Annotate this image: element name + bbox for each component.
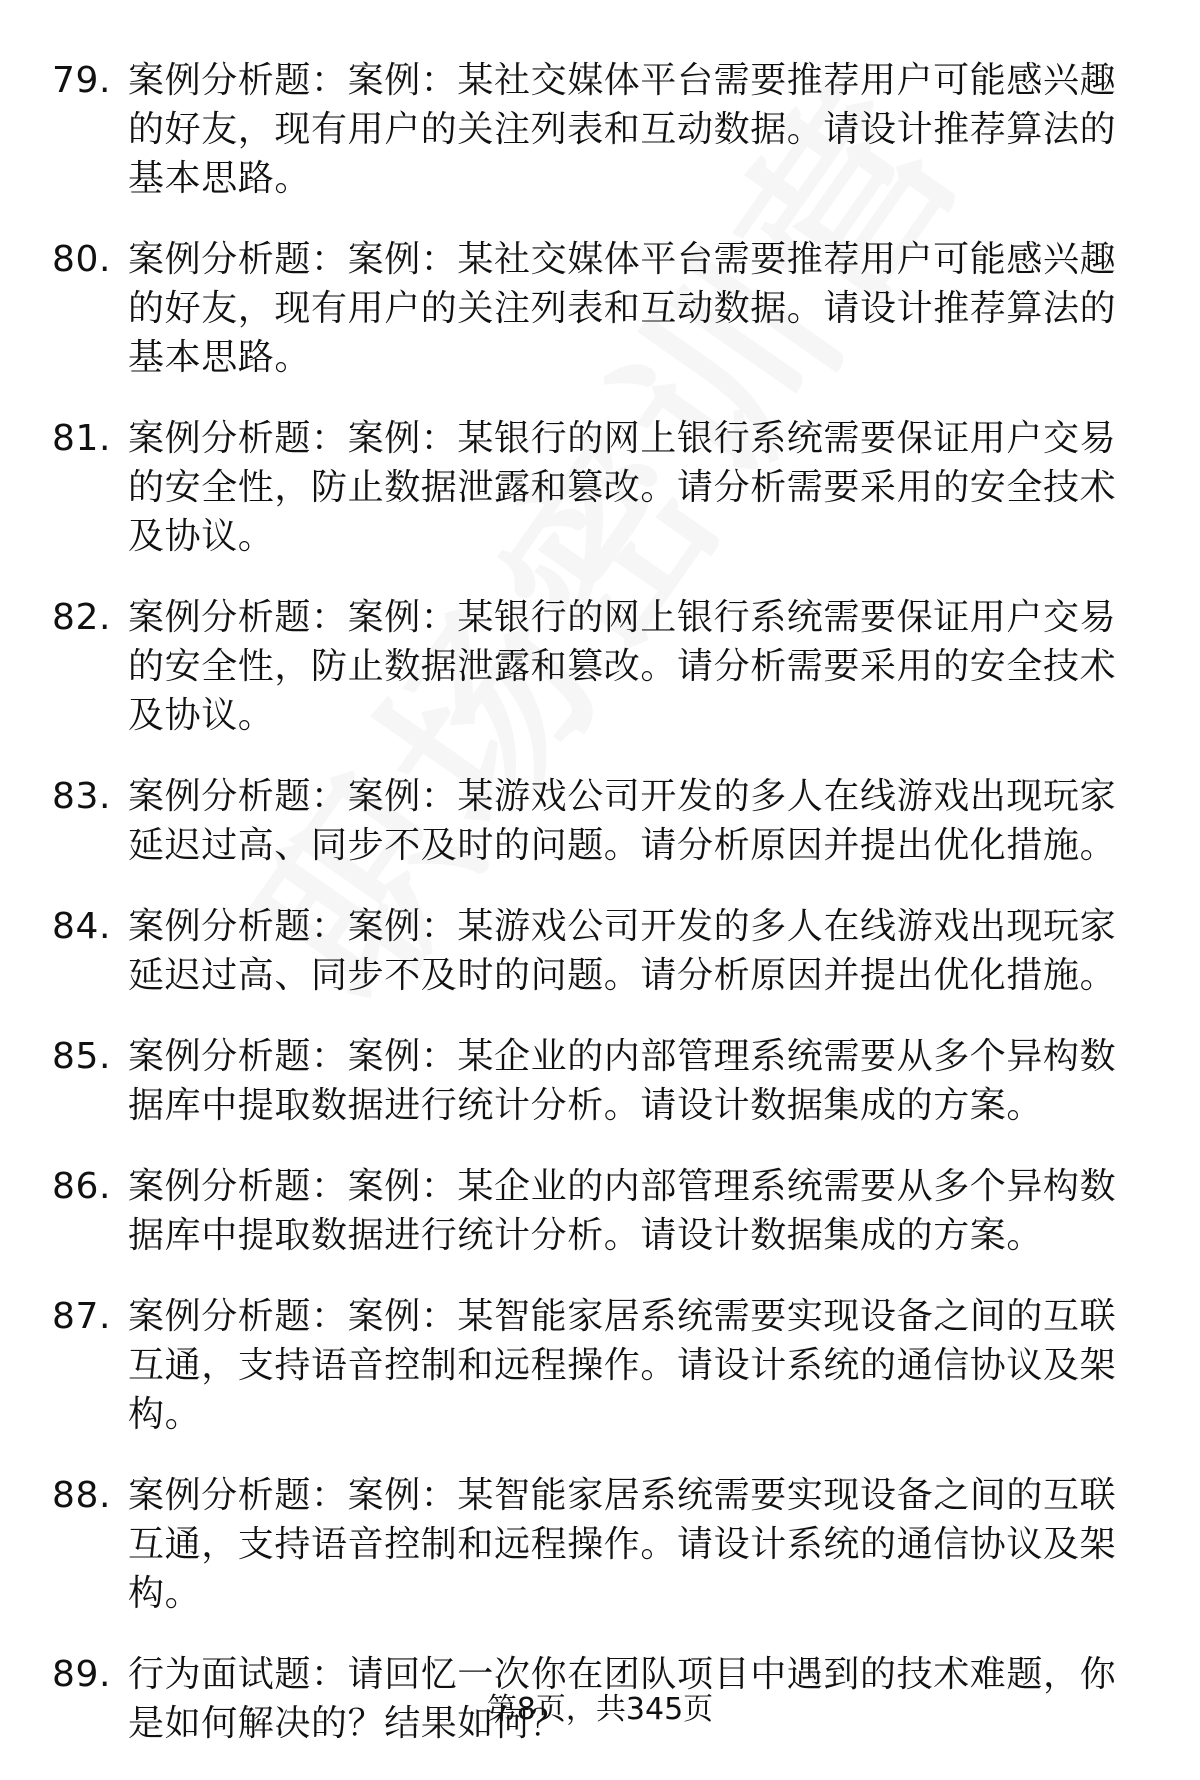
question-item xyxy=(52,1162,1152,1260)
question-item xyxy=(52,772,1152,870)
question-number: 85. xyxy=(52,1036,112,1077)
question-item xyxy=(52,1032,1152,1130)
question-number: 86. xyxy=(52,1166,112,1207)
question-number: 89. xyxy=(52,1654,112,1695)
question-item xyxy=(52,56,1152,203)
question-text: 案例分析题：案例：某企业的内部管理系统需要从多个异构数据库中提取数据进行统计分析。请设计数据集成的方案。 xyxy=(128,1036,1117,1126)
question-item xyxy=(52,1292,1152,1439)
question-number: 87. xyxy=(52,1296,112,1337)
question-number: 83. xyxy=(52,776,112,817)
question-number: 79. xyxy=(52,60,112,101)
question-text: 案例分析题：案例：某智能家居系统需要实现设备之间的互联互通，支持语音控制和远程操作。请设计系统的通信协议及架构。 xyxy=(128,1296,1117,1435)
question-text: 案例分析题：案例：某游戏公司开发的多人在线游戏出现玩家延迟过高、同步不及时的问题。请分析原因并提出优化措施。 xyxy=(128,906,1117,996)
question-list xyxy=(52,56,1152,1780)
question-item xyxy=(52,1471,1152,1618)
question-number: 80. xyxy=(52,239,112,280)
question-number: 84. xyxy=(52,906,112,947)
question-item xyxy=(52,235,1152,382)
question-text: 案例分析题：案例：某游戏公司开发的多人在线游戏出现玩家延迟过高、同步不及时的问题。请分析原因并提出优化措施。 xyxy=(128,776,1117,866)
question-number: 81. xyxy=(52,418,112,459)
question-text: 案例分析题：案例：某智能家居系统需要实现设备之间的互联互通，支持语音控制和远程操作。请设计系统的通信协议及架构。 xyxy=(128,1475,1117,1614)
question-text: 案例分析题：案例：某企业的内部管理系统需要从多个异构数据库中提取数据进行统计分析。请设计数据集成的方案。 xyxy=(128,1166,1117,1256)
question-item xyxy=(52,902,1152,1000)
question-text: 行为面试题：请回忆一次你在团队项目中遇到的技术难题，你是如何解决的？结果如何？ xyxy=(128,1654,1117,1744)
question-text: 案例分析题：案例：某银行的网上银行系统需要保证用户交易的安全性，防止数据泄露和篡改。请分析需要采用的安全技术及协议。 xyxy=(128,418,1117,557)
question-text: 案例分析题：案例：某社交媒体平台需要推荐用户可能感兴趣的好友，现有用户的关注列表和互动数据。请设计推荐算法的基本思路。 xyxy=(128,60,1117,199)
question-item xyxy=(52,414,1152,561)
question-number: 82. xyxy=(52,597,112,638)
question-number: 88. xyxy=(52,1475,112,1516)
question-item xyxy=(52,593,1152,740)
page-footer: 第8页，共345页 xyxy=(486,1692,714,1727)
question-text: 案例分析题：案例：某银行的网上银行系统需要保证用户交易的安全性，防止数据泄露和篡改。请分析需要采用的安全技术及协议。 xyxy=(128,597,1117,736)
question-text: 案例分析题：案例：某社交媒体平台需要推荐用户可能感兴趣的好友，现有用户的关注列表和互动数据。请设计推荐算法的基本思路。 xyxy=(128,239,1117,378)
